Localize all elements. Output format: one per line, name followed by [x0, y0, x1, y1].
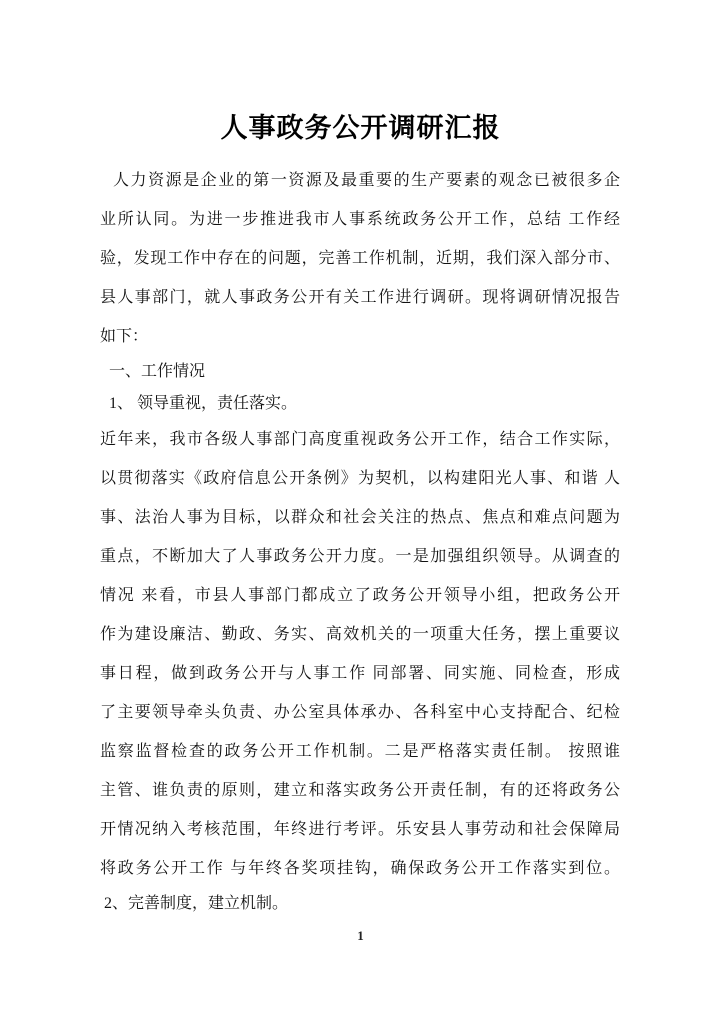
- text-line: 以贯彻落实《政府信息公开条例》为契机，以构建阳光人事、和谐 人: [100, 470, 620, 487]
- text-line: 作为建设廉洁、勤政、务实、高效机关的一项重大任务，摆上重要议: [100, 626, 620, 643]
- text-line: 如下：: [100, 328, 149, 345]
- section-heading: 一、工作情况: [109, 363, 206, 380]
- list-item-heading: 2、完善制度，建立机制。: [104, 895, 289, 912]
- text-line: 开情况纳入考核范围，年终进行考评。乐安县人事劳动和社会保障局: [100, 821, 620, 838]
- text-line: 了主要领导牵头负责、办公室具体承办、各科室中心支持配合、纪检: [100, 704, 620, 721]
- document-body: [100, 161, 620, 920]
- text-line: 情况 来看，市县人事部门都成立了政务公开领导小组，把政务公开: [100, 587, 620, 604]
- text-line: 验，发现工作中存在的问题，完善工作机制，近期，我们深入部分市、: [100, 250, 620, 267]
- text-line: 将政务公开工作 与年终各奖项挂钩，确保政务公开工作落实到位。: [100, 860, 620, 877]
- text-line: 近年来，我市各级人事部门高度重视政务公开工作，结合工作实际，: [100, 431, 620, 448]
- text-line: 事日程，做到政务公开与人事工作 同部署、同实施、同检查，形成: [100, 665, 620, 682]
- text-line: 业所认同。为进一步推进我市人事系统政务公开工作，总结 工作经: [100, 211, 620, 228]
- text-line: 事、法治人事为目标，以群众和社会关注的热点、焦点和难点问题为: [100, 509, 620, 526]
- text-line: 人力资源是企业的第一资源及最重要的生产要素的观念已被很多企: [113, 172, 620, 189]
- text-line: 监察监督检查的政务公开工作机制。二是严格落实责任制。 按照谁: [100, 743, 620, 760]
- text-line: 重点，不断加大了人事政务公开力度。一是加强组织领导。从调查的: [100, 548, 620, 565]
- list-item-heading: 1、 领导重视，责任落实。: [109, 395, 298, 412]
- text-line: 主管、谁负责的原则，建立和落实政务公开责任制，有的还将政务公: [100, 782, 620, 799]
- text-line: 县人事部门，就人事政务公开有关工作进行调研。现将调研情况报告: [100, 289, 620, 306]
- page-number: 1: [357, 928, 364, 943]
- document-title: 人事政务公开调研汇报: [220, 113, 501, 144]
